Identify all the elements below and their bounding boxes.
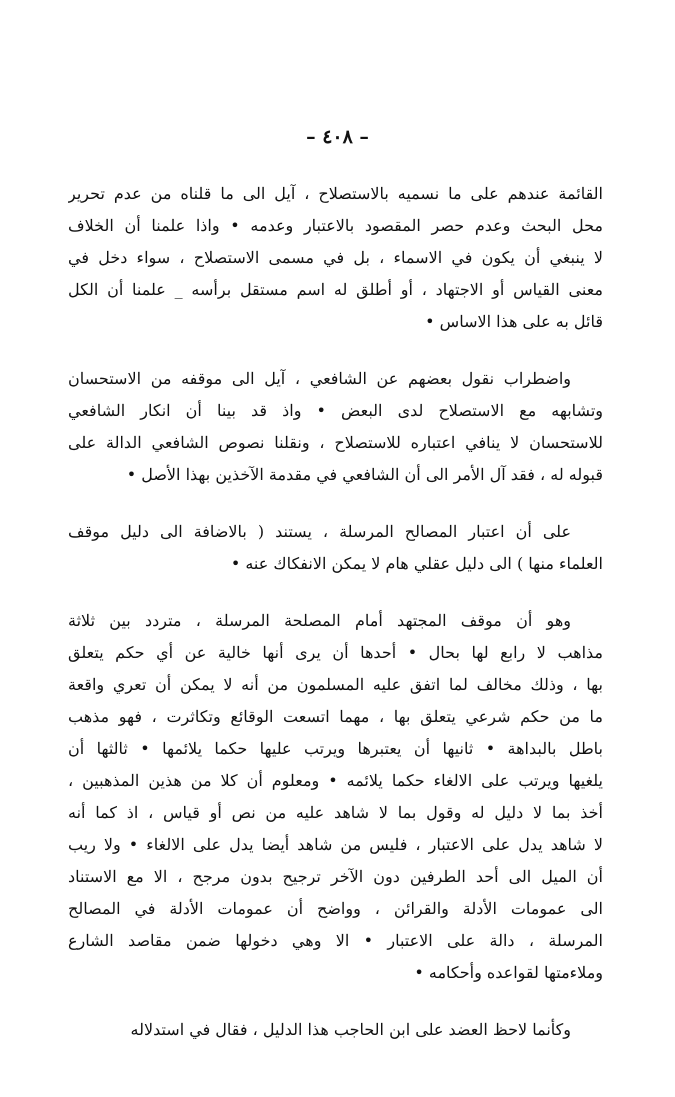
text-line: وهو أن موقف المجتهد أمام المصلحة المرسلة ، متردد بين ثلاثة <box>68 611 571 630</box>
text-line: أن الميل الى أحد الطرفين دون الآخر ترجيح بدون مرجح ، الا مع الاستناد <box>68 867 603 886</box>
text-line: وتشابهه مع الاستصلاح لدى البعض • واذ قد بينا أن انكار الشافعي <box>68 401 603 420</box>
text-line: يلغيها ويرتب على الالغاء حكما يلائمه • ومعلوم أن كلا من هذين المذهبين ، <box>68 771 603 790</box>
text-line: وكأنما لاحظ العضد على ابن الحاجب هذا الدليل ، فقال في استدلاله <box>130 1020 571 1039</box>
paragraph-4 <box>68 605 603 989</box>
text-line: محل البحث وعدم حصر المقصود بالاعتبار وعدمه • واذا علمنا أن الخلاف <box>68 216 603 235</box>
text-line: القائمة عندهم على ما نسميه بالاستصلاح ، آيل الى ما قلناه من عدم تحرير <box>68 184 603 203</box>
text-line: للاستحسان لا ينافي اعتباره للاستصلاح ، ونقلنا نصوص الشافعي الدالة على <box>68 433 603 452</box>
paragraph-2 <box>68 363 603 491</box>
text-line: باطل بالبداهة • ثانيها أن يعتبرها ويرتب عليها حكما يلائمها • ثالثها أن <box>68 739 603 758</box>
text-line: على أن اعتبار المصالح المرسلة ، يستند ( بالاضافة الى دليل موقف <box>68 522 572 541</box>
paragraph-3 <box>68 516 603 580</box>
text-line: معنى القياس أو الاجتهاد ، أو أطلق له اسم مستقل برأسه _ علمنا أن الكل <box>68 280 603 299</box>
text-line: مذاهب لا رابع لها بحال • أحدها أن يرى أنها خالية عن أي حكم يتعلق <box>68 643 603 662</box>
page-number: – ٤٠٨ – <box>306 126 369 148</box>
text-line: العلماء منها ) الى دليل عقلي هام لا يمكن الانفكاك عنه • <box>230 554 603 573</box>
paragraph-1 <box>68 178 603 338</box>
text-line: ما من حكم شرعي يتعلق بها ، مهما اتسعت الوقائع وتكاثرت ، فهو مذهب <box>68 707 603 726</box>
text-line: واضطراب نقول بعضهم عن الشافعي ، آيل الى موقفه من الاستحسان <box>68 369 571 388</box>
text-line: قبوله له ، فقد آل الأمر الى أن الشافعي في مقدمة الآخذين بهذا الأصل • <box>126 465 603 484</box>
text-line: الى عمومات الأدلة والقرائن ، وواضح أن عمومات الأدلة في المصالح <box>68 899 603 918</box>
text-line: لا شاهد يدل على الاعتبار ، فليس من شاهد أيضا يدل على الالغاء • ولا ريب <box>68 835 603 854</box>
text-line: قائل به على هذا الاساس • <box>425 312 603 331</box>
text-line: لا ينبغي أن يكون في الاسماء ، بل في مسمى الاستصلاح ، سواء دخل في <box>68 248 603 267</box>
text-line: وملاءمتها لقواعده وأحكامه • <box>414 963 603 982</box>
page-body <box>68 178 603 1071</box>
text-line: المرسلة ، دالة على الاعتبار • الا وهي دخولها ضمن مقاصد الشارع <box>68 931 603 950</box>
paragraph-5 <box>68 1014 603 1046</box>
text-line: أخذ بما لا دليل له وقول بما لا شاهد عليه من نص أو قياس ، اذ كما أنه <box>68 803 603 822</box>
text-line: بها ، وذلك مخالف لما اتفق عليه المسلمون من أنه لا يمكن أن تعري واقعة <box>68 675 603 694</box>
